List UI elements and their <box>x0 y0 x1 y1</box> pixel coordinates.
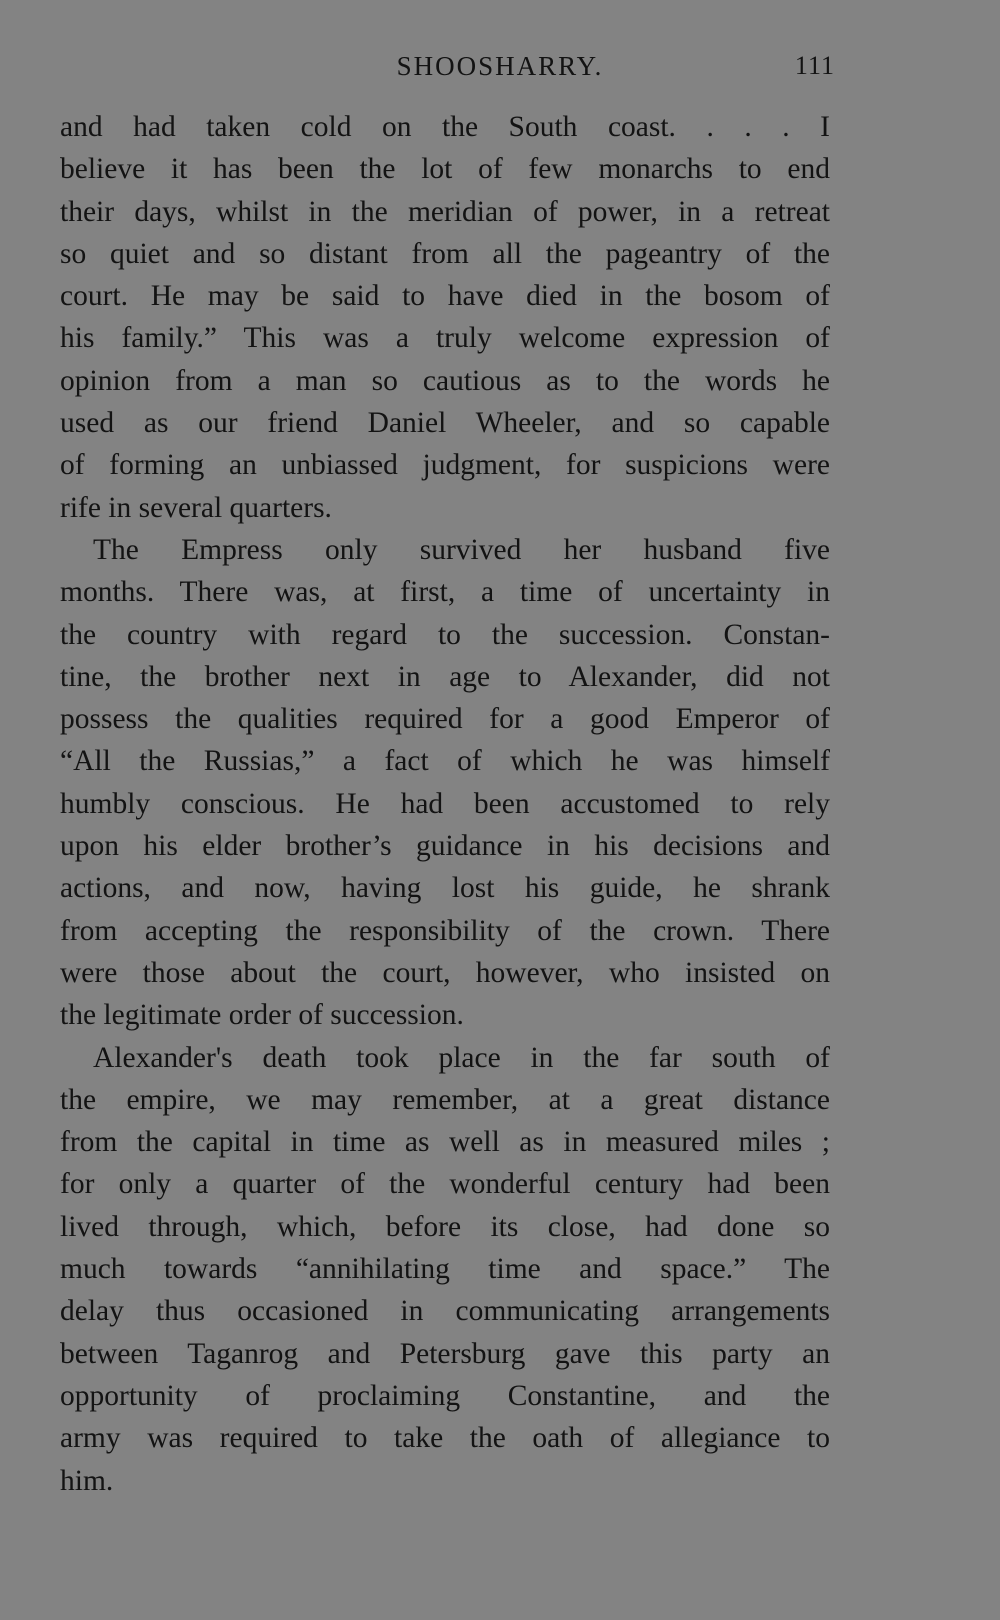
text-line: from the capital in time as well as in measured miles ; <box>60 1126 830 1159</box>
text-line: from accepting the responsibility of the crown. There <box>60 914 830 947</box>
text-line: for only a quarter of the wonderful century had been <box>60 1168 830 1201</box>
text-line: the country with regard to the succession. Constan- <box>60 618 830 651</box>
running-title: SHOOSHARRY. <box>396 51 604 81</box>
text-line: upon his elder brother’s guidance in his decisions and <box>60 830 830 863</box>
text-line: opinion from a man so cautious as to the words he <box>60 364 830 397</box>
text-line: believe it has been the lot of few monarchs to end <box>60 153 830 186</box>
text-line: The Empress only survived her husband five <box>93 533 830 566</box>
text-line: court. He may be said to have died in the bosom of <box>60 280 830 313</box>
text-line: the legitimate order of succession. <box>60 999 464 1032</box>
body-text <box>60 106 830 1502</box>
text-line: humbly conscious. He had been accustomed to rely <box>60 787 830 820</box>
running-head <box>0 46 1000 86</box>
text-line: delay thus occasioned in communicating arrangements <box>60 1295 830 1328</box>
text-line: between Taganrog and Petersburg gave this party an <box>60 1337 830 1370</box>
text-line: actions, and now, having lost his guide, he shrank <box>60 872 830 905</box>
text-line: months. There was, at first, a time of uncertainty in <box>60 576 830 609</box>
text-line: much towards “annihilating time and space.” The <box>60 1253 830 1286</box>
text-line: Alexander's death took place in the far south of <box>93 1041 830 1074</box>
text-line: “All the Russias,” a fact of which he was himself <box>60 745 830 778</box>
text-line: their days, whilst in the meridian of power, in a retreat <box>60 195 830 228</box>
text-line: so quiet and so distant from all the pageantry of the <box>60 237 830 270</box>
text-line: the empire, we may remember, at a great distance <box>60 1083 830 1116</box>
text-line: lived through, which, before its close, had done so <box>60 1210 830 1243</box>
text-line: were those about the court, however, who insisted on <box>60 956 830 989</box>
text-line: used as our friend Daniel Wheeler, and so capable <box>60 407 830 440</box>
text-line: army was required to take the oath of allegiance to <box>60 1422 830 1455</box>
text-line: tine, the brother next in age to Alexander, did not <box>60 660 830 693</box>
text-line: rife in several quarters. <box>60 491 332 524</box>
text-line: of forming an unbiassed judgment, for suspicions were <box>60 449 830 482</box>
text-line: his family.” This was a truly welcome expression of <box>60 322 830 355</box>
text-line: and had taken cold on the South coast. . . . I <box>60 111 830 143</box>
text-line: opportunity of proclaiming Constantine, and the <box>60 1379 830 1412</box>
page-number: 111 <box>794 51 835 80</box>
text-line: possess the qualities required for a good Emperor of <box>60 703 830 736</box>
text-line: him. <box>60 1464 114 1497</box>
